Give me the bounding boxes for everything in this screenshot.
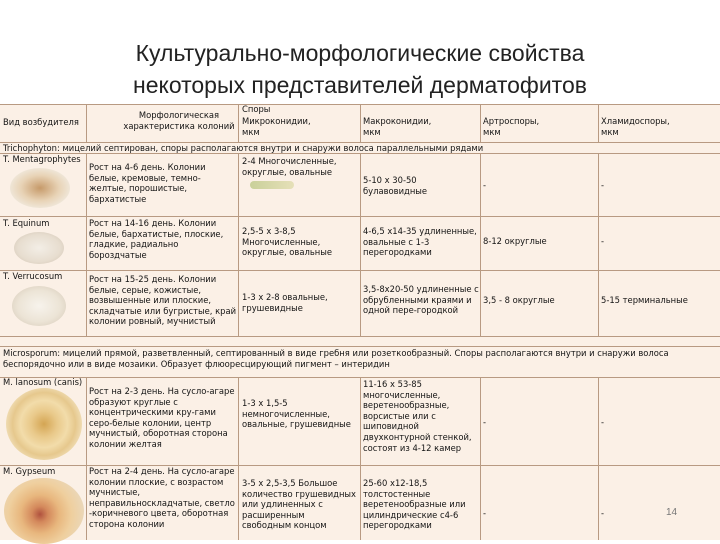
colony-photo xyxy=(4,478,84,544)
page-number: 14 xyxy=(666,507,678,518)
colony-description: Рост на 4-6 день. Колонии белые, кремовые, темно- желтые, порошистые, бархатистые xyxy=(89,162,206,204)
grid-line xyxy=(0,336,720,337)
species-name: M. Gypseum xyxy=(3,466,56,476)
title-line-1: Культурально-морфологические свойства xyxy=(135,40,585,66)
arthrospores-value: - xyxy=(483,508,487,518)
header-species: Вид возбудителя xyxy=(3,117,79,127)
grid-line xyxy=(598,104,599,142)
microconidia-value: 2-4 Многочисленные, округлые, овальные xyxy=(242,156,337,177)
species-name: T. Mentagrophytes xyxy=(3,154,81,164)
species-name: T. Verrucosum xyxy=(3,271,63,281)
macroconidia-value: 3,5-8х20-50 удлиненные с обрубленными краями и одной пере-городкой xyxy=(363,284,479,316)
colony-photo xyxy=(14,232,64,264)
trichophyton-note: Trichophyton: мицелий септирован, споры располагаются внутри и снаружи волоса параллельными рядами xyxy=(3,143,484,153)
microconidia-value: 3-5 х 2,5-3,5 Большое количество грушевидных или удлиненных с расширенным свободным концом xyxy=(242,478,356,531)
colony-description: Рост на 14-16 день. Колонии белые, бархатистые, плоские, гладкие, радиально бороздчатые xyxy=(89,218,224,260)
header-microconidia: Микроконидии, мкм xyxy=(242,116,311,137)
macroconidia-value: 11-16 х 53-85 многочисленные, веретенообразные, ворсистые или с шиповидной двухконтурной стенкой, состоят из 4-12 камер xyxy=(363,379,472,453)
header-morphology: Морфологическая характеристика колоний xyxy=(123,110,235,131)
grid-line xyxy=(238,377,239,540)
species-name: T. Equinum xyxy=(3,218,50,228)
microsporum-note: Microsporum: мицелий прямой, разветвленный, септированный в виде гребня или розеткообразный. Споры располагаются внутри и снаружи волоса беспорядочно или в виде мозаики. Образует флюоресцирующий пигмент – интеридин xyxy=(3,348,669,369)
chlamydospores-value: 5-15 терминальные xyxy=(601,295,688,305)
arthrospores-value: - xyxy=(483,180,487,190)
grid-line xyxy=(238,104,239,142)
chlamydospores-value: - xyxy=(601,417,605,427)
macroconidia-value: 5-10 х 30-50 булавовидные xyxy=(363,175,428,196)
grid-line xyxy=(480,104,481,142)
grid-line xyxy=(480,153,481,336)
grid-line xyxy=(86,104,87,142)
grid-line xyxy=(598,377,599,540)
species-table xyxy=(0,104,720,540)
grid-line xyxy=(360,377,361,540)
arthrospores-value: - xyxy=(483,417,487,427)
chlamydospores-value: - xyxy=(601,236,605,246)
colony-photo xyxy=(10,168,70,208)
grid-line xyxy=(86,377,87,540)
header-macroconidia: Макроконидии, мкм xyxy=(363,116,432,137)
microconidia-value: 1-3 х 1,5-5 немногочисленные, овальные, грушевидные xyxy=(242,398,351,430)
header-arthrospores: Артроспоры, мкм xyxy=(483,116,540,137)
microconidia-value: 2,5-5 х 3-8,5 Многочисленные, округлые, овальные xyxy=(242,226,333,258)
arthrospores-value: 3,5 - 8 округлые xyxy=(483,295,555,305)
grid-line xyxy=(598,153,599,336)
colony-description: Рост на 2-4 день. На сусло-агаре колонии плоские, с возрастом мучнистые, неправильноскладчатые, светло -коричневого цвета, оборотная сторона колонии xyxy=(89,466,235,529)
colony-photo xyxy=(12,286,66,326)
macroconidia-value: 4-6,5 х14-35 удлиненные, овальные с 1-3 перегородками xyxy=(363,226,477,258)
chlamydospores-value: - xyxy=(601,508,605,518)
grid-line xyxy=(86,153,87,336)
chlamydospores-value: - xyxy=(601,180,605,190)
arthrospores-value: 8-12 округлые xyxy=(483,236,547,246)
grid-line xyxy=(360,104,361,142)
colony-description: Рост на 2-3 день. На сусло-агаре образуют круглые с концентрическими кру-гами серо-белые колонии, центр мучнистый, оборотная сторона колонии желтая xyxy=(89,386,235,449)
colony-description: Рост на 15-25 день. Колонии белые, серые, кожистые, возвышенные или плоские, складчатые или бугристые, край колонии ровный, мучнистый xyxy=(89,274,237,327)
colony-photo xyxy=(6,388,82,460)
title-line-2: некоторых представителей дерматофитов xyxy=(133,72,587,98)
grid-line xyxy=(0,346,720,347)
microconidia-image xyxy=(250,181,294,189)
grid-line xyxy=(480,377,481,540)
grid-line xyxy=(360,153,361,336)
microconidia-value: 1-3 х 2-8 овальные, грушевидные xyxy=(242,292,328,313)
grid-line xyxy=(238,153,239,336)
species-name: M. lanosum (canis) xyxy=(3,377,83,387)
header-chlamydospores: Хламидоспоры, мкм xyxy=(601,116,670,137)
macroconidia-value: 25-60 х12-18,5 толстостенные веретенообразные или цилиндрические с4-6 перегородками xyxy=(363,478,466,531)
header-spores: Споры xyxy=(242,104,271,114)
